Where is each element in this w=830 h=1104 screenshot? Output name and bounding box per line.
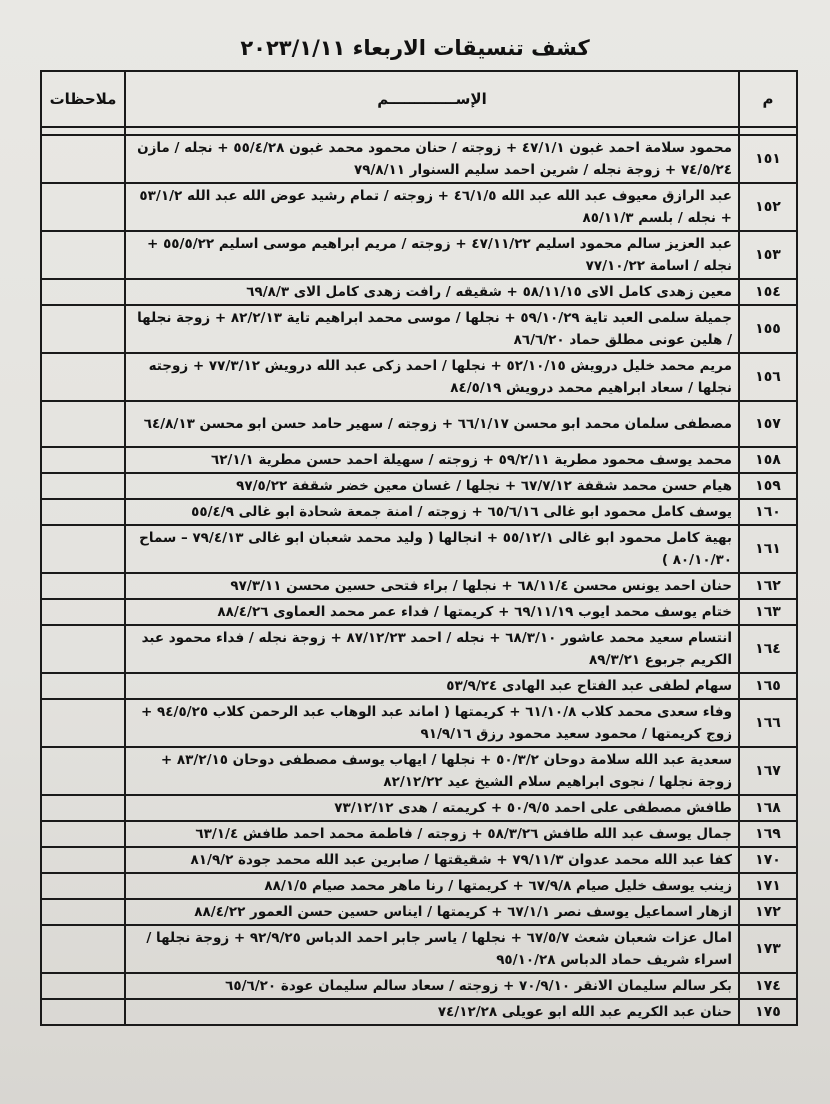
row-number: ١٦٥ [739, 673, 797, 699]
table-row [41, 135, 797, 183]
table-row [41, 279, 797, 305]
row-name-details: جميلة سلمى العبد تاية ٥٩/١٠/٢٩ + نجلها / موسى محمد ابراهيم تاية ٨٢/٢/١٣ + زوجة نجلها / هلين عونى مطلق حماد ٨٦/٦/٢٠ [125, 305, 739, 353]
row-number: ١٥٦ [739, 353, 797, 401]
row-notes [41, 135, 125, 183]
row-notes [41, 401, 125, 447]
row-notes [41, 305, 125, 353]
table-row [41, 847, 797, 873]
table-header-row [41, 71, 797, 127]
row-number: ١٧٤ [739, 973, 797, 999]
row-name-details: بكر سالم سليمان الانقر ٧٠/٩/١٠ + زوجته / سعاد سالم سليمان عودة ٦٥/٦/٢٠ [125, 973, 739, 999]
table-row [41, 305, 797, 353]
row-notes [41, 999, 125, 1025]
row-name-details: عبد الرازق معيوف عبد الله عبد الله ٤٦/١/٥ + زوجته / تمام رشيد عوض الله عبد الله ٥٣/١/٢ + نجله / بلسم ٨٥/١١/٣ [125, 183, 739, 231]
row-name-details: مريم محمد خليل درويش ٥٢/١٠/١٥ + نجلها / احمد زكى عبد الله درويش ٧٧/٣/١٢ + زوجته نجلها / سعاد ابراهيم محمد درويش ٨٤/٥/١٩ [125, 353, 739, 401]
row-number: ١٦٣ [739, 599, 797, 625]
row-number: ١٦٧ [739, 747, 797, 795]
table-row [41, 183, 797, 231]
row-name-details: زينب يوسف خليل صيام ٦٧/٩/٨ + كريمتها / رنا ماهر محمد صيام ٨٨/١/٥ [125, 873, 739, 899]
table-row [41, 973, 797, 999]
row-number: ١٧٢ [739, 899, 797, 925]
table-row [41, 873, 797, 899]
table-row [41, 573, 797, 599]
table-row [41, 447, 797, 473]
row-name-details: محمود سلامة احمد غبون ٤٧/١/١ + زوجته / حنان محمود محمد غبون ٥٥/٤/٢٨ + نجله / مازن ٧٤/٥/٢٤ + زوجة نجله / شرين احمد سليم السنوار ٧٩/٨/١١ [125, 135, 739, 183]
table-row [41, 353, 797, 401]
row-number: ١٦٢ [739, 573, 797, 599]
row-notes [41, 625, 125, 673]
row-name-details: سهام لطفى عبد الفتاح عبد الهادى ٥٣/٩/٢٤ [125, 673, 739, 699]
table-row [41, 599, 797, 625]
row-number: ١٥٣ [739, 231, 797, 279]
row-number: ١٦٠ [739, 499, 797, 525]
table-row [41, 925, 797, 973]
table-row [41, 473, 797, 499]
row-name-details: محمد يوسف محمود مطرية ٥٩/٢/١١ + زوجته / سهيلة احمد حسن مطرية ٦٢/١/١ [125, 447, 739, 473]
table-row [41, 499, 797, 525]
row-notes [41, 231, 125, 279]
row-notes [41, 821, 125, 847]
table-row [41, 899, 797, 925]
row-number: ١٥٢ [739, 183, 797, 231]
row-name-details: بهية كامل محمود ابو غالى ٥٥/١٢/١ + انجالها ( وليد محمد شعبان ابو غالى ٧٩/٤/١٣ – سماح ٨٠/١٠/٣٠ ) [125, 525, 739, 573]
row-name-details: جمال يوسف عبد الله طافش ٥٨/٣/٢٦ + زوجته / فاطمة محمد احمد طافش ٦٣/١/٤ [125, 821, 739, 847]
row-name-details: عبد العزيز سالم محمود اسليم ٤٧/١١/٢٢ + زوجته / مريم ابراهيم موسى اسليم ٥٥/٥/٢٢ + نجله / اسامة ٧٧/١٠/٢٢ [125, 231, 739, 279]
header-gap [41, 127, 797, 135]
table-row [41, 999, 797, 1025]
row-name-details: مصطفى سلمان محمد ابو محسن ٦٦/١/١٧ + زوجته / سهير حامد حسن ابو محسن ٦٤/٨/١٣ [125, 401, 739, 447]
row-notes [41, 873, 125, 899]
row-number: ١٦١ [739, 525, 797, 573]
table-row [41, 699, 797, 747]
row-notes [41, 847, 125, 873]
row-name-details: ختام يوسف محمد ايوب ٦٩/١١/١٩ + كريمتها / فداء عمر محمد العماوى ٨٨/٤/٢٦ [125, 599, 739, 625]
row-name-details: ازهار اسماعيل يوسف نصر ٦٧/١/١ + كريمتها / ايناس حسين حسن العمور ٨٨/٤/٢٢ [125, 899, 739, 925]
row-name-details: حنان عبد الكريم عبد الله ابو عويلى ٧٤/١٢/٢٨ [125, 999, 739, 1025]
header-number: م [739, 71, 797, 127]
table-row [41, 747, 797, 795]
row-notes [41, 599, 125, 625]
table-row [41, 231, 797, 279]
row-name-details: وفاء سعدى محمد كلاب ٦١/١٠/٨ + كريمتها ( اماند عبد الوهاب عبد الرحمن كلاب ٩٤/٥/٢٥ + زوج كريمتها / محمود سعيد محمود رزق ٩١/٩/١٦ [125, 699, 739, 747]
row-number: ١٦٦ [739, 699, 797, 747]
row-number: ١٧١ [739, 873, 797, 899]
row-notes [41, 795, 125, 821]
row-notes [41, 973, 125, 999]
row-notes [41, 183, 125, 231]
row-number: ١٥٥ [739, 305, 797, 353]
row-name-details: حنان احمد يونس محسن ٦٨/١١/٤ + نجلها / براء فتحى حسين محسن ٩٧/٣/١١ [125, 573, 739, 599]
row-name-details: معين زهدى كامل الاى ٥٨/١١/١٥ + شقيقه / رافت زهدى كامل الاى ٦٩/٨/٣ [125, 279, 739, 305]
row-notes [41, 573, 125, 599]
row-notes [41, 747, 125, 795]
header-name: الإســـــــــــــم [125, 71, 739, 127]
row-name-details: هيام حسن محمد شقفة ٦٧/٧/١٢ + نجلها / غسان معين خضر شقفة ٩٧/٥/٢٢ [125, 473, 739, 499]
row-name-details: سعدية عبد الله سلامة دوحان ٥٠/٣/٢ + نجلها / ايهاب يوسف مصطفى دوحان ٨٣/٢/١٥ + زوجة نجلها / نجوى ابراهيم سلام الشيخ عيد ٨٢/١٢/٢٢ [125, 747, 739, 795]
table-body [41, 127, 797, 1025]
row-name-details: يوسف كامل محمود ابو غالى ٦٥/٦/١٦ + زوجته / امنة جمعة شحادة ابو غالى ٥٥/٤/٩ [125, 499, 739, 525]
row-notes [41, 673, 125, 699]
table-row [41, 625, 797, 673]
row-name-details: انتسام سعيد محمد عاشور ٦٨/٣/١٠ + نجله / احمد ٨٧/١٢/٢٣ + زوجة نجله / فداء محمود عبد الكريم جربوع ٨٩/٣/٢١ [125, 625, 739, 673]
row-notes [41, 525, 125, 573]
row-notes [41, 447, 125, 473]
header-notes: ملاحظات [41, 71, 125, 127]
row-notes [41, 353, 125, 401]
page-title: كشف تنسيقات الاربعاء ٢٠٢٣/١/١١ [240, 36, 590, 60]
table-row [41, 795, 797, 821]
row-number: ١٥٩ [739, 473, 797, 499]
table-row [41, 401, 797, 447]
row-notes [41, 279, 125, 305]
row-number: ١٥٤ [739, 279, 797, 305]
row-number: ١٥٧ [739, 401, 797, 447]
table-row [41, 525, 797, 573]
row-number: ١٧٠ [739, 847, 797, 873]
coordination-table [40, 70, 798, 1026]
row-name-details: امال عزات شعبان شعث ٦٧/٥/٧ + نجلها / ياسر جابر احمد الدباس ٩٢/٩/٢٥ + زوجة نجلها / اسراء شريف حماد الدباس ٩٥/١٠/٢٨ [125, 925, 739, 973]
row-notes [41, 699, 125, 747]
row-name-details: طافش مصطفى على احمد ٥٠/٩/٥ + كريمته / هدى ٧٣/١٢/١٢ [125, 795, 739, 821]
row-notes [41, 473, 125, 499]
table-row [41, 821, 797, 847]
row-number: ١٧٣ [739, 925, 797, 973]
row-notes [41, 899, 125, 925]
row-notes [41, 925, 125, 973]
row-number: ١٥١ [739, 135, 797, 183]
row-notes [41, 499, 125, 525]
row-number: ١٦٤ [739, 625, 797, 673]
row-name-details: كفا عبد الله محمد عدوان ٧٩/١١/٣ + شقيقتها / صابرين عبد الله محمد جودة ٨١/٩/٢ [125, 847, 739, 873]
row-number: ١٦٩ [739, 821, 797, 847]
row-number: ١٦٨ [739, 795, 797, 821]
row-number: ١٧٥ [739, 999, 797, 1025]
table-row [41, 673, 797, 699]
row-number: ١٥٨ [739, 447, 797, 473]
